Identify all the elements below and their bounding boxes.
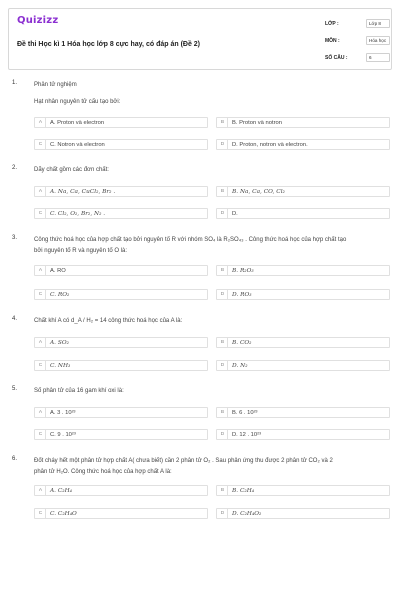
question-text	[34, 235, 390, 257]
question-text	[34, 386, 390, 397]
option-text: C. 9 . 10²³	[50, 431, 76, 438]
option-letter: A	[36, 408, 46, 417]
option-text: D. N₂	[232, 362, 248, 369]
option-text: B. Proton và notron	[232, 119, 282, 126]
meta-panel	[325, 15, 393, 66]
option-letter: C	[36, 361, 46, 370]
option-letter: A	[36, 187, 46, 196]
question-line: Chất khí A có d_A / H₂ = 14 công thức hoá học của A là:	[34, 318, 183, 324]
option-letter: B	[218, 118, 228, 127]
option-letter: C	[36, 430, 46, 439]
question-3	[12, 235, 392, 305]
question-number: 5.	[12, 386, 18, 392]
option-b[interactable]	[216, 407, 390, 418]
question-2	[12, 165, 392, 225]
option-text: A. SO₂	[50, 339, 69, 346]
option-c[interactable]	[34, 208, 208, 219]
option-c[interactable]	[34, 429, 208, 440]
option-text: B. CO₂	[232, 339, 252, 346]
option-letter: B	[218, 338, 228, 347]
option-b[interactable]	[216, 117, 390, 128]
option-letter: D	[218, 361, 228, 370]
meta-label: SỐ CÂU :	[325, 54, 348, 61]
option-text: C. Cl₂, O₂, Br₂, N₂ .	[50, 210, 106, 217]
question-text	[34, 316, 390, 327]
option-text: B. R₂O₃	[232, 267, 254, 274]
option-letter: A	[36, 118, 46, 127]
option-d[interactable]	[216, 429, 390, 440]
option-letter: A	[36, 338, 46, 347]
meta-row-subject	[325, 32, 393, 49]
meta-label: LỚP :	[325, 20, 339, 27]
option-letter: B	[218, 486, 228, 495]
option-text: D. Proton, notron và electron.	[232, 141, 308, 148]
question-1	[12, 80, 392, 150]
meta-value-count: 6	[366, 53, 390, 62]
option-text: D. 12 . 10²³	[232, 431, 261, 438]
meta-value-class: Lớp 8	[366, 19, 390, 28]
option-letter: C	[36, 509, 46, 518]
option-a[interactable]	[34, 407, 208, 418]
option-text: B. 6 . 10²³	[232, 409, 258, 416]
option-c[interactable]	[34, 360, 208, 371]
question-line: Hạt nhân nguyên tử cấu tạo bởi:	[34, 99, 121, 105]
meta-label: MÔN :	[325, 37, 340, 44]
option-a[interactable]	[34, 485, 208, 496]
option-text: D.	[232, 210, 238, 217]
worksheet-title: Đề thi Học kì 1 Hóa học lớp 8 cực hay, có đáp án (Đề 2)	[17, 41, 201, 48]
option-d[interactable]	[216, 360, 390, 371]
option-letter: D	[218, 209, 228, 218]
option-d[interactable]	[216, 208, 390, 219]
option-letter: D	[218, 509, 228, 518]
question-4	[12, 316, 392, 376]
option-d[interactable]	[216, 139, 390, 150]
quizizz-logo: Quizizz	[17, 15, 59, 26]
question-number: 2.	[12, 165, 18, 171]
option-text: C. RO₂	[50, 291, 70, 298]
meta-value-subject: Hóa học	[366, 36, 390, 45]
option-text: C. Notron và electron	[50, 141, 105, 148]
question-line: Dãy chất gồm các đơn chất:	[34, 167, 109, 173]
question-line: phân tử H₂O. Công thức hoá học của hợp chất A là:	[34, 469, 172, 475]
question-line: Phân tử nghiệm	[34, 82, 77, 88]
option-letter: C	[36, 290, 46, 299]
question-number: 6.	[12, 456, 18, 462]
question-line: bởi nguyên tố R và nguyên tố O là:	[34, 248, 127, 254]
worksheet-header	[8, 8, 392, 70]
option-b[interactable]	[216, 485, 390, 496]
question-6	[12, 456, 392, 526]
option-a[interactable]	[34, 117, 208, 128]
question-line: Công thức hoá học của hợp chất tạo bởi nguyên tố R với nhóm SO₄ là R₂SO₄₃ . Công thức hoá học của hợp chất tạo	[34, 237, 347, 243]
option-letter: D	[218, 140, 228, 149]
option-letter: A	[36, 486, 46, 495]
question-5	[12, 386, 392, 446]
question-text	[34, 456, 390, 478]
option-letter: A	[36, 266, 46, 275]
question-text	[34, 165, 390, 176]
question-number: 4.	[12, 316, 18, 322]
question-text	[34, 80, 390, 108]
option-c[interactable]	[34, 139, 208, 150]
option-d[interactable]	[216, 289, 390, 300]
option-letter: D	[218, 290, 228, 299]
option-letter: B	[218, 187, 228, 196]
option-text: D. C₂H₄O₂	[232, 510, 262, 517]
option-letter: B	[218, 408, 228, 417]
option-text: D. RO₃	[232, 291, 252, 298]
meta-row-count	[325, 49, 393, 66]
option-text: C. NH₃	[50, 362, 71, 369]
option-c[interactable]	[34, 289, 208, 300]
option-b[interactable]	[216, 265, 390, 276]
option-a[interactable]	[34, 337, 208, 348]
question-line: Đốt cháy hết một phân tử hợp chất A( chưa biết) cần 2 phân tử O₂ . Sau phản ứng thu được 2 phân tử CO₂ và 2	[34, 458, 333, 464]
option-letter: B	[218, 266, 228, 275]
option-letter: D	[218, 430, 228, 439]
option-letter: C	[36, 140, 46, 149]
meta-row-class	[325, 15, 393, 32]
option-letter: C	[36, 209, 46, 218]
option-b[interactable]	[216, 337, 390, 348]
option-text: A. 3 . 10²³	[50, 409, 76, 416]
option-text: B. C₂H₄	[232, 487, 255, 494]
option-text: A. Proton và electron	[50, 119, 105, 126]
question-line: Số phân tử của 16 gam khí oxi là:	[34, 388, 124, 394]
option-d[interactable]	[216, 508, 390, 519]
option-text: B. Na, Ca, CO, Cl₂	[232, 188, 285, 195]
option-a[interactable]	[34, 265, 208, 276]
option-text: C. C₂H₄O	[50, 510, 77, 517]
option-text: A. C₂H₄	[50, 487, 73, 494]
option-b[interactable]	[216, 186, 390, 197]
option-text: A. Na, Ca, CuCl₂, Br₂ .	[50, 188, 116, 195]
option-a[interactable]	[34, 186, 208, 197]
option-text: A. RO	[50, 267, 66, 274]
question-number: 1.	[12, 80, 18, 86]
option-c[interactable]	[34, 508, 208, 519]
question-number: 3.	[12, 235, 18, 241]
